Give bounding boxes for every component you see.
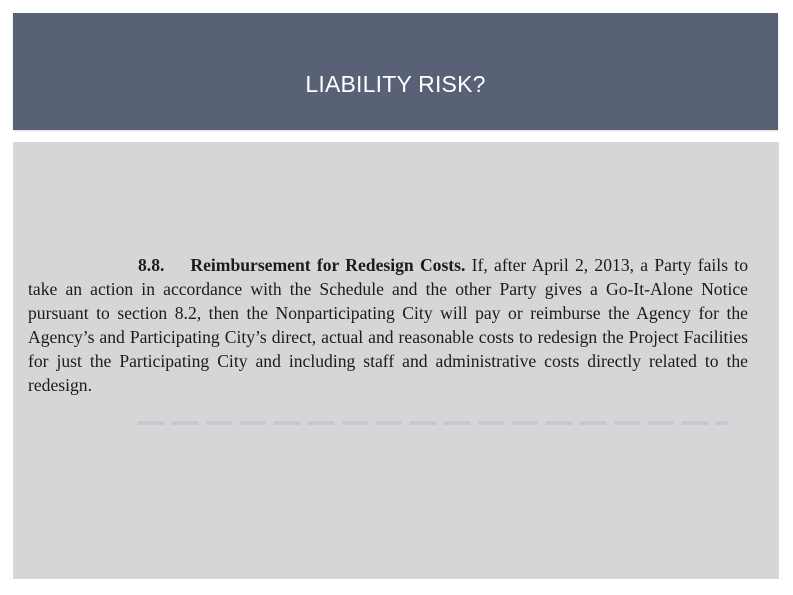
section-title: Reimbursement for Redesign Costs. <box>190 255 466 275</box>
section-body: If, after April 2, 2013, a Party fails to take an action in accordance with the Schedule and the other Party gives a Go-It-Alone Notice pursuant to section 8.2, then the Nonparticipating City will pay or reimburse the Agency for the Agency’s and Participating City’s direct, actual and reasonable costs to redesign the Project Facilities for just the Participating City and including staff and administrative costs directly related to the redesign. <box>28 255 748 395</box>
document-excerpt-panel <box>13 142 779 579</box>
title-bar <box>13 13 778 130</box>
slide-title: LIABILITY RISK? <box>305 71 486 97</box>
contract-clause <box>28 253 748 397</box>
faded-text-line <box>138 421 728 425</box>
section-number: 8.8. <box>138 255 165 275</box>
